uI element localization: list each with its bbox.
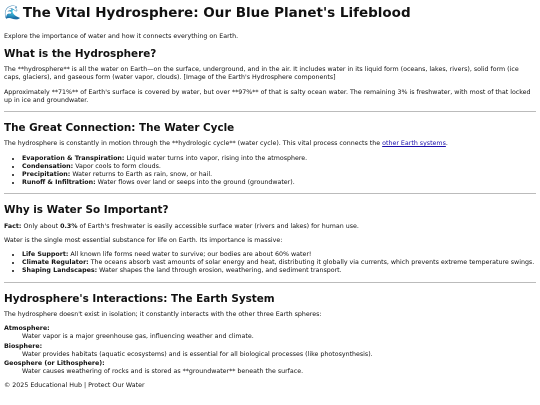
section-importance xyxy=(4,204,536,275)
list-item: • Shaping Landscapes: Water shapes the land through erosion, weathering, and sediment transport. xyxy=(22,267,536,275)
paragraph: Water is the single most essential substance for life on Earth. Its importance is massive: xyxy=(4,236,283,244)
paragraph: The hydrosphere is constantly in motion through the **hydrologic cycle** (water cycle). This vital process connects the other Earth systems. xyxy=(4,140,448,148)
divider xyxy=(4,282,536,283)
importance-list xyxy=(4,251,536,276)
spheres-list xyxy=(4,325,536,376)
section-heading: Hydrosphere's Interactions: The Earth System xyxy=(4,292,275,305)
divider xyxy=(4,193,536,194)
paragraph: The **hydrosphere** is all the water on Earth—on the surface, underground, and in the air. It includes water in its liquid form (oceans, lakes, rivers), solid form (ice caps, glaciers), and gaseous form (water vapor, clouds). [Image of the Earth's Hydrosphere components] xyxy=(4,66,519,82)
section-water-cycle xyxy=(4,122,536,187)
page-title: 🌊 The Vital Hydrosphere: Our Blue Planet's Lifeblood xyxy=(4,5,411,21)
sphere-term: Atmosphere: xyxy=(4,325,50,333)
wave-icon: 🌊 xyxy=(4,5,21,21)
sphere-desc: Water vapor is a major greenhouse gas, influencing weather and climate. xyxy=(22,333,254,341)
section-heading: Why is Water So Important? xyxy=(4,204,169,217)
fact-paragraph: Fact: Only about 0.3% of Earth's freshwater is easily accessible surface water (rivers and lakes) for human use. xyxy=(4,222,359,230)
list-item: • Life Support: All known life forms need water to survive; our bodies are about 60% water! xyxy=(22,251,536,259)
paragraph: Approximately **71%** of Earth's surface is covered by water, but over **97%** of that is salty ocean water. The remaining 3% is freshwater, with most of that locked up in ice and groundwater. xyxy=(4,88,531,104)
sphere-desc: Water provides habitats (aquatic ecosystems) and is essential for all biological processes (like photosynthesis). xyxy=(22,350,373,358)
list-item: • Climate Regulator: The oceans absorb vast amounts of solar energy and heat, distributing it globally via currents, which prevents extreme temperature swings. xyxy=(22,259,536,267)
divider xyxy=(4,111,536,112)
list-item: • Evaporation & Transpiration: Liquid water turns into vapor, rising into the atmosphere. xyxy=(22,155,536,163)
sphere-term: Biosphere: xyxy=(4,342,43,350)
earth-systems-link[interactable]: other Earth systems xyxy=(382,140,446,148)
page-subtitle: Explore the importance of water and how it connects everything on Earth. xyxy=(4,32,239,40)
footer: © 2025 Educational Hub | Protect Our Water xyxy=(4,382,145,390)
section-heading: What is the Hydrosphere? xyxy=(4,47,157,60)
list-item: • Runoff & Infiltration: Water flows over land or seeps into the ground (groundwater). xyxy=(22,179,536,187)
list-item: • Precipitation: Water returns to Earth as rain, snow, or hail. xyxy=(22,171,536,179)
section-interactions xyxy=(4,293,536,377)
sphere-term: Geosphere (or Lithosphere): xyxy=(4,359,105,367)
sphere-desc: Water causes weathering of rocks and is stored as **groundwater** beneath the surface. xyxy=(22,368,304,376)
water-cycle-list xyxy=(4,155,536,188)
paragraph: The hydrosphere doesn't exist in isolation; it constantly interacts with the other three Earth spheres: xyxy=(4,311,322,319)
section-heading: The Great Connection: The Water Cycle xyxy=(4,121,235,134)
list-item: • Condensation: Vapor cools to form clouds. xyxy=(22,163,536,171)
section-what xyxy=(4,48,536,105)
